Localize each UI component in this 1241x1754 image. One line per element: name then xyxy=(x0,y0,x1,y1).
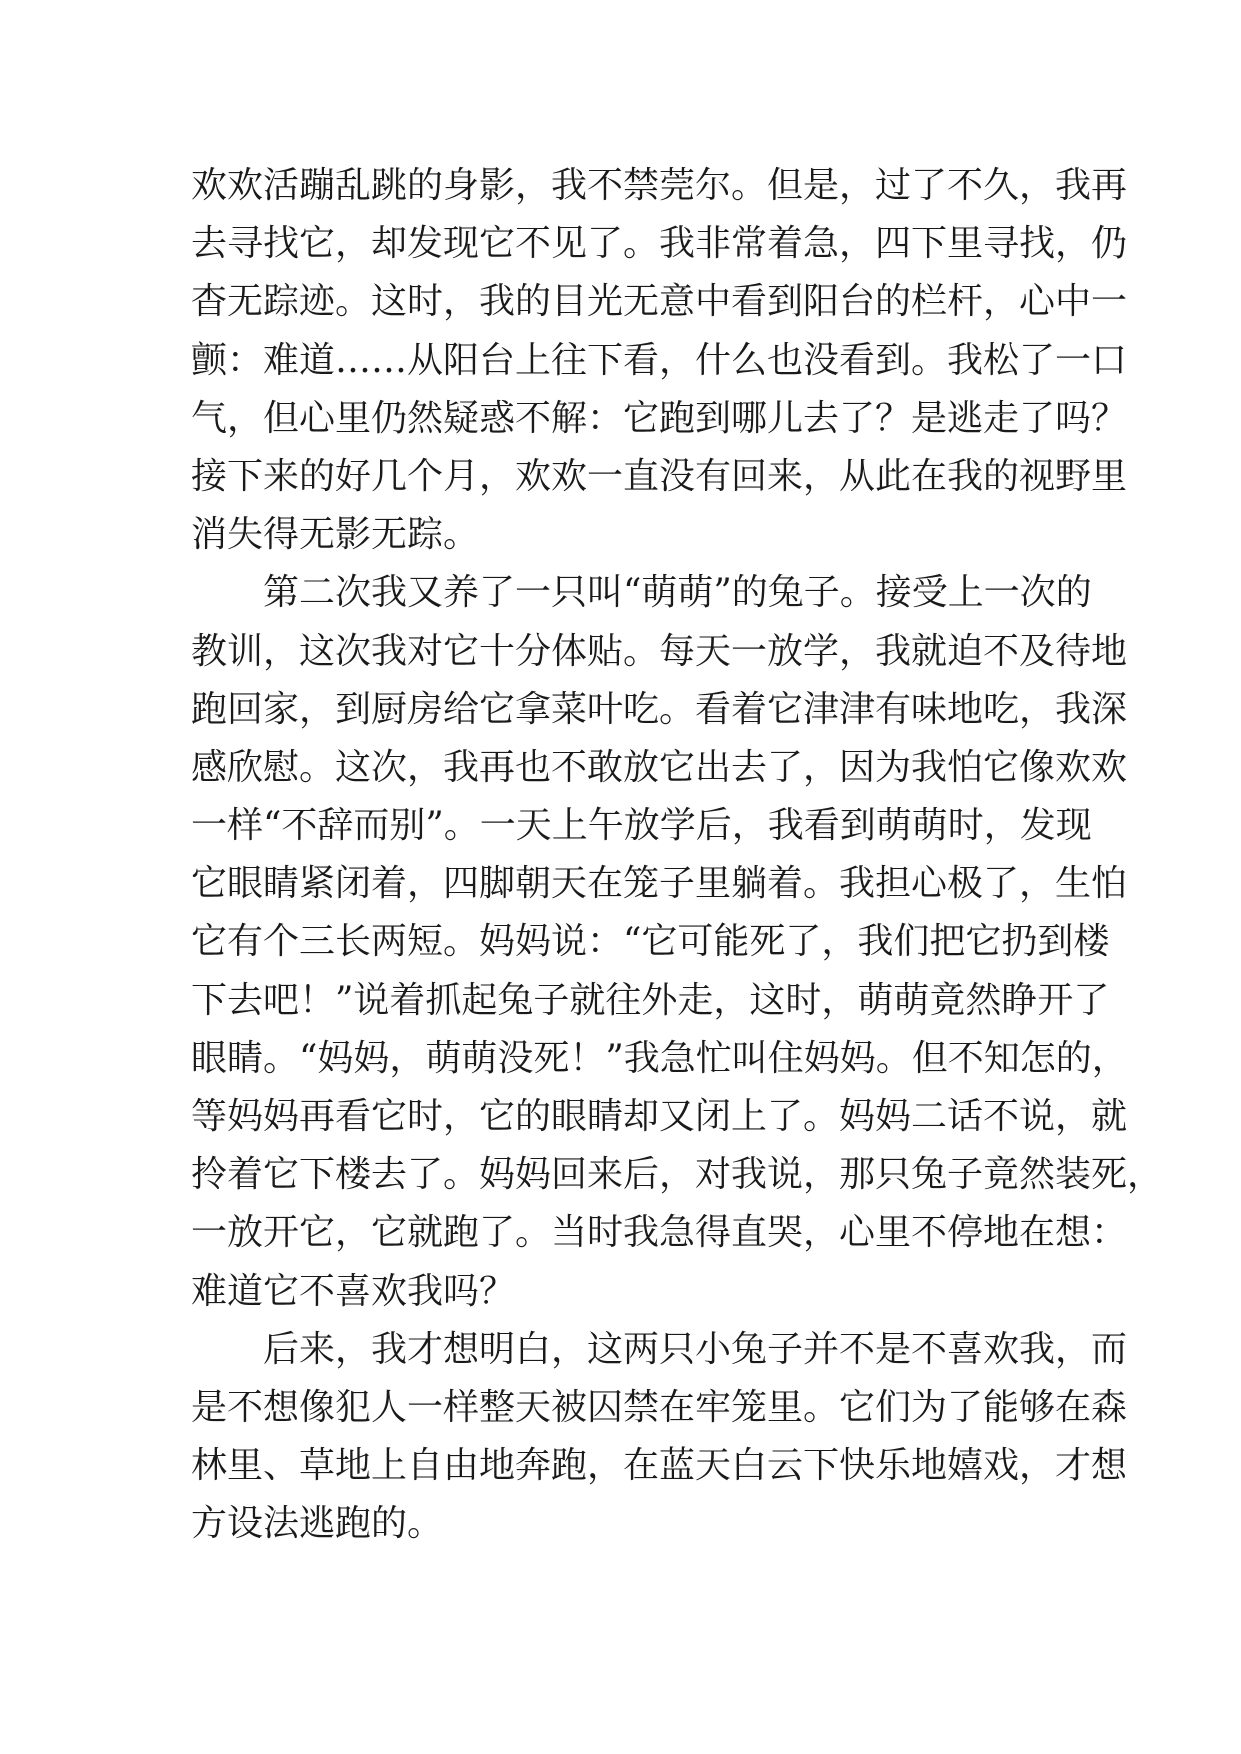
paragraph-1 xyxy=(191,157,1128,564)
text-line: 一样“不辞而别”。一天上午放学后，我看到萌萌时，发现 xyxy=(191,805,1092,847)
text-line: 欢欢活蹦乱跳的身影，我不禁莞尔。但是，过了不久，我再 xyxy=(191,165,1128,206)
text-line: 颤：难道……从阳台上往下看，什么也没看到。我松了一口 xyxy=(191,339,1128,381)
text-line: 跑回家，到厨房给它拿菜叶吃。看着它津津有味地吃，我深 xyxy=(191,688,1128,730)
text-line: 去寻找它，却发现它不见了。我非常着急，四下里寻找，仍 xyxy=(191,223,1128,265)
text-line: 第二次我又养了一只叫“萌萌”的兔子。接受上一次的 xyxy=(263,572,1092,614)
text-line: 林里、草地上自由地奔跑，在蓝天白云下快乐地嬉戏，才想 xyxy=(191,1445,1128,1487)
text-line: 下去吧！”说着抓起兔子就往外走，这时，萌萌竟然睁开了 xyxy=(191,979,1110,1021)
text-line: 接下来的好几个月，欢欢一直没有回来，从此在我的视野里 xyxy=(191,455,1128,497)
text-line: 它有个三长两短。妈妈说：“它可能死了，我们把它扔到楼 xyxy=(191,921,1110,963)
text-line: 后来，我才想明白，这两只小兔子并不是不喜欢我，而 xyxy=(263,1328,1128,1370)
text-line: 等妈妈再看它时，它的眼睛却又闭上了。妈妈二话不说，就 xyxy=(191,1096,1128,1137)
paragraph-2 xyxy=(191,564,1164,1320)
text-line: 杳无踪迹。这时，我的目光无意中看到阳台的栏杆，心中一 xyxy=(191,281,1128,323)
text-line: 难道它不喜欢我吗？ xyxy=(191,1270,516,1312)
text-line: 一放开它，它就跑了。当时我急得直哭，心里不停地在想： xyxy=(191,1212,1128,1254)
text-line: 拎着它下楼去了。妈妈回来后，对我说，那只兔子竟然装死， xyxy=(191,1154,1164,1196)
text-line: 眼睛。“妈妈，萌萌没死！”我急忙叫住妈妈。但不知怎的， xyxy=(191,1037,1128,1079)
paragraph-3 xyxy=(191,1321,1128,1554)
text-line: 消失得无影无踪。 xyxy=(191,514,480,556)
text-line: 它眼睛紧闭着，四脚朝天在笼子里躺着。我担心极了，生怕 xyxy=(191,863,1128,905)
text-line: 感欣慰。这次，我再也不敢放它出去了，因为我怕它像欢欢 xyxy=(191,746,1128,788)
text-line: 方设法逃跑的。 xyxy=(191,1503,444,1545)
text-line: 教训，这次我对它十分体贴。每天一放学，我就迫不及待地 xyxy=(191,630,1128,672)
text-line: 气，但心里仍然疑惑不解：它跑到哪儿去了？是逃走了吗？ xyxy=(191,397,1128,439)
text-line: 是不想像犯人一样整天被囚禁在牢笼里。它们为了能够在森 xyxy=(191,1386,1128,1428)
body-text xyxy=(191,157,1164,1554)
